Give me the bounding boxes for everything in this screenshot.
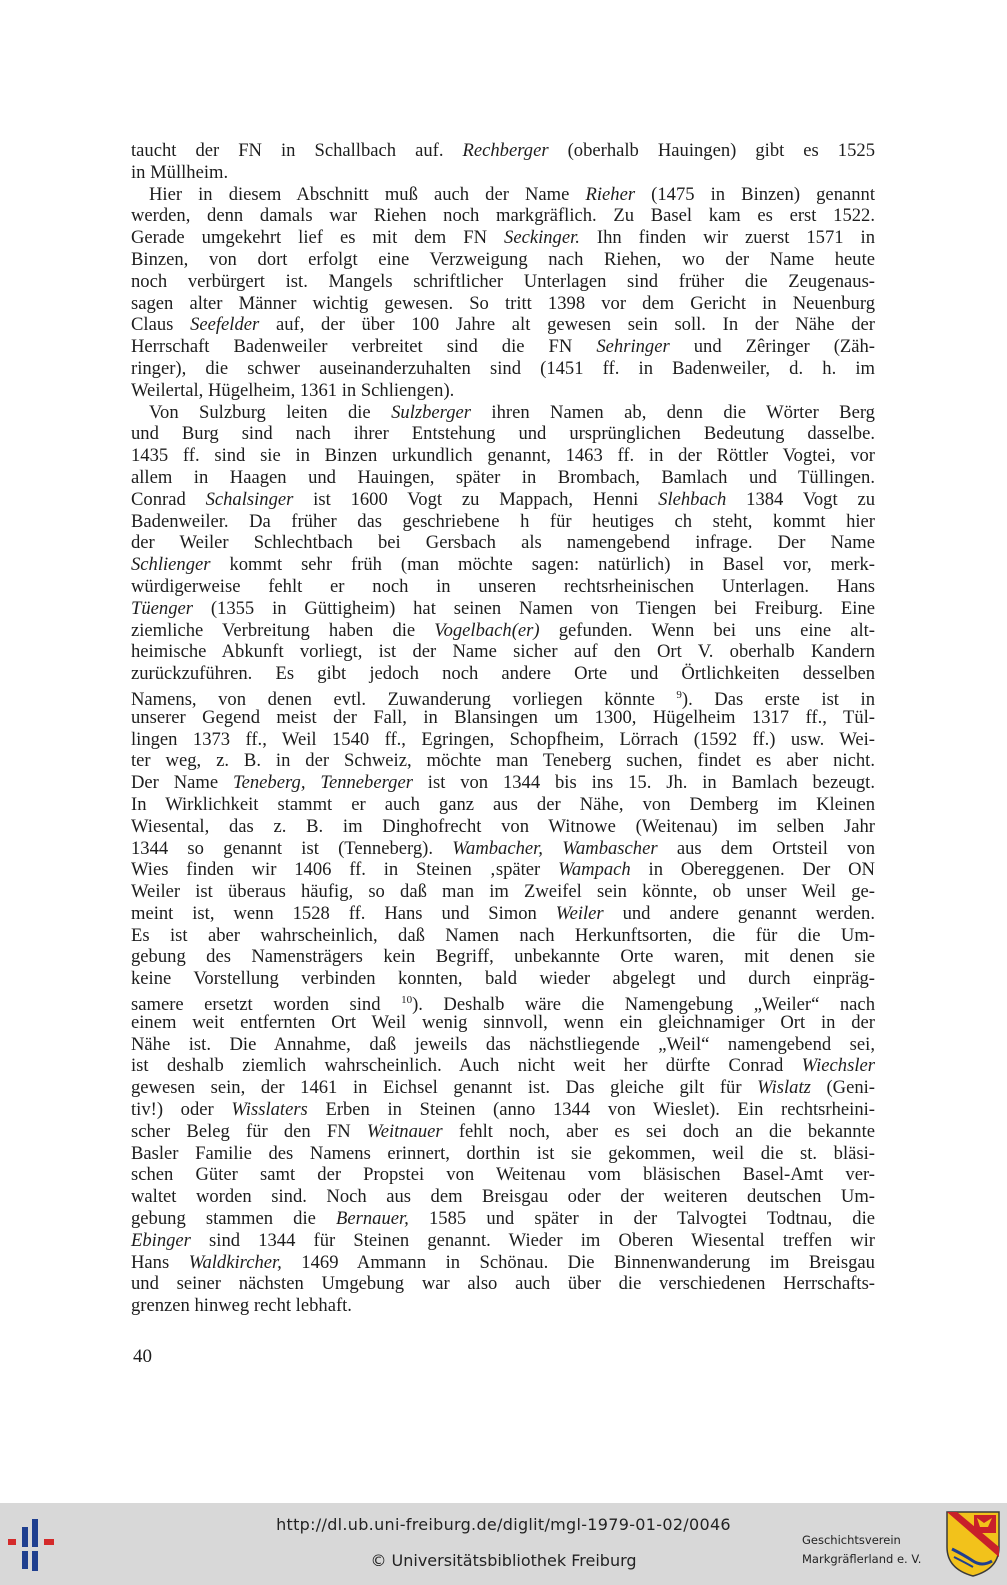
text-line xyxy=(131,140,875,162)
text-line xyxy=(131,184,875,206)
text-line xyxy=(131,532,875,554)
text-segment: noch verbürgert ist. Mangels schriftlicher Unterlagen sind früher die Zeugenaus- xyxy=(131,270,875,292)
text-line xyxy=(131,293,875,315)
surname-italic: Waldkircher, xyxy=(188,1251,282,1273)
publisher-line-1: Geschichtsverein xyxy=(802,1533,901,1547)
text-segment: Erben in Steinen (anno 1344 von Wieslet). Ein rechtsrheini- xyxy=(307,1099,875,1121)
text-segment: (1475 in Binzen) genannt xyxy=(635,183,875,205)
surname-italic: Slehbach xyxy=(658,488,727,510)
text-segment: Nähe ist. Die Annahme, daß jeweils das nächstliegende „Weil“ namengebend sei, xyxy=(131,1033,875,1055)
text-segment: meint ist, wenn 1528 ff. Hans und Simon xyxy=(131,902,556,924)
text-line xyxy=(131,162,875,184)
text-segment: sagen alter Männer wichtig gewesen. So tritt 1398 vor dem Gericht in Neuenburg xyxy=(131,292,875,314)
text-segment: in Müllheim. xyxy=(131,161,229,183)
text-segment: Conrad xyxy=(131,488,206,510)
text-segment: ist 1600 Vogt zu Mappach, Henni xyxy=(293,488,659,510)
surname-italic: Vogelbach(er) xyxy=(434,619,540,641)
text-segment: Binzen, von dort erfolgt eine Verzweigung nach Riehen, wo der Name heute xyxy=(131,248,875,270)
text-line xyxy=(131,205,875,227)
text-segment: zurückzuführen. Es gibt jedoch noch andere Orte und Örtlichkeiten desselben xyxy=(131,663,875,685)
text-segment: taucht der FN in Schallbach auf. xyxy=(131,140,463,161)
markgraeflerland-crest-icon xyxy=(944,1509,1002,1579)
text-line xyxy=(131,467,875,489)
footnote-marker: 10 xyxy=(401,994,413,1007)
text-line xyxy=(131,314,875,336)
text-line xyxy=(131,838,875,860)
text-line xyxy=(131,489,875,511)
text-line xyxy=(131,554,875,576)
publisher-line-2: Markgräflerland e. V. xyxy=(802,1552,922,1566)
text-segment: gefunden. Wenn bei uns eine alt- xyxy=(539,619,875,641)
page-number: 40 xyxy=(133,1346,152,1367)
text-line xyxy=(131,816,875,838)
copyright-text: © Universitätsbibliothek Freiburg xyxy=(370,1551,637,1570)
text-segment: ziemliche Verbreitung haben die xyxy=(131,619,435,641)
text-segment: Wies finden wir 1406 ff. in Steinen ‚später xyxy=(131,859,559,881)
text-segment: ). Deshalb wäre die Namengebung „Weiler“ nach xyxy=(412,994,875,1016)
text-line xyxy=(131,620,875,642)
surname-italic: Weiler xyxy=(555,902,604,924)
text-segment: (Geni- xyxy=(810,1077,875,1099)
text-segment: allem in Haagen und Hauingen, später in Brombach, Bamlach und Tüllingen. xyxy=(131,466,875,488)
surname-italic: Seefelder xyxy=(190,314,260,336)
text-line xyxy=(131,271,875,293)
text-segment: Hier in diesem Abschnitt muß auch der Name xyxy=(149,183,586,205)
footnote-marker: 9 xyxy=(676,688,682,701)
text-line xyxy=(131,707,875,729)
text-segment: gewesen sein, der 1461 in Eichsel genannt ist. Das gleiche gilt für xyxy=(131,1077,758,1099)
surname-italic: Wambacher, Wambascher xyxy=(452,837,658,859)
text-segment: Weilertal, Hügelheim, 1361 in Schliengen). xyxy=(131,379,455,401)
text-segment: werden, denn damals war Riehen noch markgräflich. Zu Basel kam es erst 1522. xyxy=(131,205,875,227)
text-segment: 1585 und später in der Talvogtei Todtnau, die xyxy=(408,1208,875,1230)
text-line xyxy=(131,772,875,794)
text-line xyxy=(131,1164,875,1186)
text-segment: (1355 in Güttigheim) hat seinen Namen von Tiengen bei Freiburg. Eine xyxy=(192,597,875,619)
text-line xyxy=(131,1143,875,1165)
text-line xyxy=(131,1295,875,1317)
text-line xyxy=(131,881,875,903)
surname-italic: Bernauer, xyxy=(336,1208,409,1230)
text-segment: ringer), die schwer auseinanderzuhalten sind (1451 ff. in Badenweiler, d. h. im xyxy=(131,357,875,379)
text-segment: würdigerweise fehlt er noch in unseren rechtsrheinischen Unterlagen. Hans xyxy=(131,575,875,597)
text-line xyxy=(131,1099,875,1121)
surname-italic: Wisslaters xyxy=(231,1099,308,1121)
text-segment: kommt sehr früh (man möchte sagen: natürlich) in Basel vor, merk- xyxy=(210,554,875,576)
viewer-footer xyxy=(0,1503,1007,1585)
text-segment: aus dem Ortsteil von xyxy=(657,837,875,859)
surname-italic: Wislatz xyxy=(757,1077,811,1099)
text-segment: In Wirklichkeit stammt er auch ganz aus der Nähe, von Demberg im Kleinen xyxy=(131,793,875,815)
text-segment: lingen 1373 ff., Weil 1540 ff., Egringen, Schopfheim, Lörrach (1592 ff.) usw. Wei- xyxy=(131,728,875,750)
text-line xyxy=(131,402,875,424)
text-segment: sind 1344 für Steinen genannt. Wieder im Oberen Wiesental treffen wir xyxy=(190,1229,875,1251)
text-line xyxy=(131,946,875,968)
text-segment: Gerade umgekehrt lief es mit dem FN xyxy=(131,227,505,249)
text-line xyxy=(131,794,875,816)
text-segment: Namens, von denen evtl. Zuwanderung vorliegen könnte xyxy=(131,688,677,710)
text-line xyxy=(131,511,875,533)
text-segment: (oberhalb Hauingen) gibt es 1525 xyxy=(548,140,875,161)
text-line xyxy=(131,750,875,772)
text-segment: Basler Familie des Namens erinnert, dorthin ist sie gekommen, weil die st. bläsi- xyxy=(131,1142,875,1164)
text-line xyxy=(131,1012,875,1034)
text-line xyxy=(131,903,875,925)
text-line xyxy=(131,1230,875,1252)
text-segment: der Weiler Schlechtbach bei Gersbach als namengebend infrage. Der Name xyxy=(131,532,875,554)
text-segment: 1344 so genannt ist (Tenneberg). xyxy=(131,837,453,859)
text-segment: Hans xyxy=(131,1251,189,1273)
text-line xyxy=(131,1077,875,1099)
text-segment: ). Das erste ist in xyxy=(681,688,875,710)
surname-italic: Teneberg, Tenneberger xyxy=(232,772,413,794)
text-segment: ter weg, z. B. in der Schweiz, möchte man Teneberg suchen, findet es aber nicht. xyxy=(131,750,875,772)
text-segment: Claus xyxy=(131,314,191,336)
text-segment: und Zêringer (Zäh- xyxy=(669,336,875,358)
surname-italic: Ebinger xyxy=(131,1229,191,1251)
surname-italic: Rieher xyxy=(585,183,636,205)
text-segment: tiv!) oder xyxy=(131,1099,232,1121)
text-segment: ihren Namen ab, denn die Wörter Berg xyxy=(471,401,875,423)
text-line xyxy=(131,663,875,685)
text-line xyxy=(131,729,875,751)
text-line xyxy=(131,380,875,402)
text-segment: Badenweiler. Da früher das geschriebene h für heutiges ch steht, kommt hier xyxy=(131,510,875,532)
text-line xyxy=(131,990,875,1016)
surname-italic: Schlienger xyxy=(131,554,211,576)
text-line xyxy=(131,968,875,990)
text-segment: Herrschaft Badenweiler verbreitet sind die FN xyxy=(131,336,597,358)
surname-italic: Weitnauer xyxy=(366,1120,443,1142)
text-line xyxy=(131,1121,875,1143)
text-line xyxy=(131,336,875,358)
text-segment: 1435 ff. sind sie in Binzen urkundlich genannt, 1463 ff. in der Röttler Vogtei, vor xyxy=(131,445,875,467)
text-segment: und seiner nächsten Umgebung war also auch über die verschiedenen Herrschafts- xyxy=(131,1273,875,1295)
surname-italic: Schalsinger xyxy=(205,488,294,510)
text-line xyxy=(131,925,875,947)
surname-italic: Sulzberger xyxy=(391,401,471,423)
text-segment: gebung stammen die xyxy=(131,1208,337,1230)
text-line xyxy=(131,685,875,710)
text-segment: grenzen hinweg recht lebhaft. xyxy=(131,1295,352,1317)
surname-italic: Rechberger xyxy=(462,140,549,161)
text-segment: unserer Gegend meist der Fall, in Blansingen um 1300, Hügelheim 1317 ff., Tül- xyxy=(131,706,875,728)
text-line xyxy=(131,249,875,271)
text-line xyxy=(131,1273,875,1295)
text-line xyxy=(131,859,875,881)
text-segment: und andere genannt werden. xyxy=(603,902,875,924)
text-segment: Weiler ist überaus häufig, so daß man im Zweifel sein könnte, ob unser Weil ge- xyxy=(131,881,875,903)
text-segment: Wiesental, das z. B. im Dinghofrecht von Witnowe (Weitenau) im selben Jahr xyxy=(131,815,875,837)
text-line xyxy=(131,1252,875,1274)
text-line xyxy=(131,598,875,620)
text-segment: heimische Abkunft vorliegt, ist der Name sicher auf den Ort V. oberhalb Kandern xyxy=(131,641,875,663)
text-segment: auf, der über 100 Jahre alt gewesen sein soll. In der Nähe der xyxy=(259,314,875,336)
text-segment: gebung des Namensträgers kein Begriff, unbekannte Orte waren, mit denen sie xyxy=(131,946,875,968)
text-segment: scher Beleg für den FN xyxy=(131,1120,367,1142)
text-segment: fehlt noch, aber es sei doch an die bekannte xyxy=(442,1120,875,1142)
text-segment: Der Name xyxy=(131,772,233,794)
text-segment: ist von 1344 bis ins 15. Jh. in Bamlach bezeugt. xyxy=(412,772,875,794)
text-segment: keine Vorstellung verbinden konnten, bald wieder abgelegt und durch einpräg- xyxy=(131,968,875,990)
text-segment: ist deshalb ziemlich wahrscheinlich. Auch nicht weit her dürfte Conrad xyxy=(131,1055,802,1077)
surname-italic: Wiechsler xyxy=(801,1055,875,1077)
text-line xyxy=(131,358,875,380)
text-line xyxy=(131,1034,875,1056)
text-line xyxy=(131,423,875,445)
text-segment: 1384 Vogt zu xyxy=(726,488,875,510)
text-line xyxy=(131,227,875,249)
text-line xyxy=(131,1055,875,1077)
text-segment: in Obereggenen. Der ON xyxy=(630,859,875,881)
body-text xyxy=(131,140,875,1317)
text-segment: Von Sulzburg leiten die xyxy=(149,401,392,423)
publisher-name xyxy=(802,1531,942,1569)
text-segment: waltet worden sind. Noch aus dem Breisgau oder der weiteren deutschen Um- xyxy=(131,1186,875,1208)
surname-italic: Tüenger xyxy=(131,597,193,619)
text-segment: schen Güter samt der Propstei von Weitenau vom bläsischen Basel-Amt ver- xyxy=(131,1164,875,1186)
text-segment: Es ist aber wahrscheinlich, daß Namen nach Herkunftsorten, die für die Um- xyxy=(131,924,875,946)
text-line xyxy=(131,445,875,467)
text-segment: Ihn finden wir zuerst 1571 in xyxy=(579,227,875,249)
surname-italic: Sehringer xyxy=(596,336,670,358)
text-line xyxy=(131,641,875,663)
text-segment: samere ersetzt worden sind xyxy=(131,994,402,1016)
text-line xyxy=(131,1208,875,1230)
surname-italic: Seckinger. xyxy=(504,227,580,249)
text-segment: einem weit entfernten Ort Weil wenig sinnvoll, wenn ein gleichnamiger Ort in der xyxy=(131,1011,875,1033)
text-line xyxy=(131,1186,875,1208)
surname-italic: Wampach xyxy=(558,859,631,881)
document-url-link[interactable]: http://dl.ub.uni-freiburg.de/diglit/mgl-1979-01-02/0046 xyxy=(276,1515,731,1534)
text-segment: 1469 Ammann in Schönau. Die Binnenwanderung im Breisgau xyxy=(281,1251,875,1273)
text-line xyxy=(131,576,875,598)
text-segment: und Burg sind nach ihrer Entstehung und ursprünglichen Bedeutung dasselbe. xyxy=(131,423,875,445)
